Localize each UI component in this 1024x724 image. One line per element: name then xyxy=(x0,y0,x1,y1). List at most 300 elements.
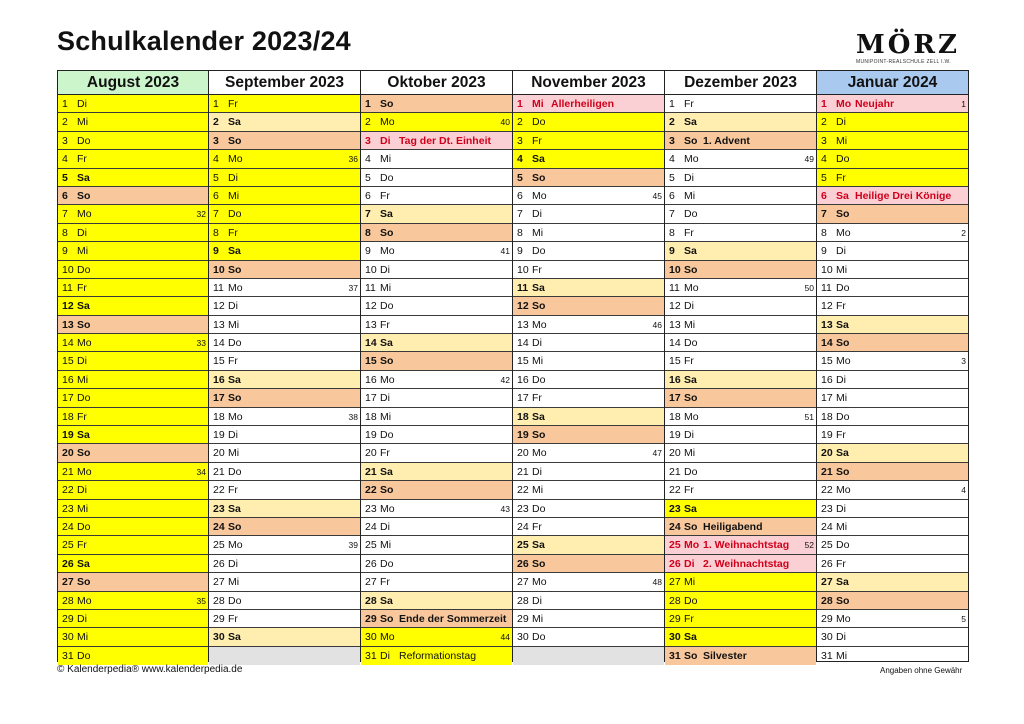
day-number: 2 xyxy=(821,116,827,129)
day-cell xyxy=(513,242,664,260)
weekday-label: So xyxy=(836,465,850,478)
day-cell xyxy=(817,426,968,444)
weekday-label: So xyxy=(380,98,394,110)
day-number: 9 xyxy=(213,245,219,258)
day-number: 16 xyxy=(365,373,377,386)
week-number: 44 xyxy=(500,632,510,643)
weekday-label: Sa xyxy=(380,594,393,607)
day-number: 21 xyxy=(669,465,681,478)
day-number: 9 xyxy=(517,245,523,258)
month-column xyxy=(817,71,968,661)
day-number: 20 xyxy=(62,447,74,460)
day-cell xyxy=(209,169,360,187)
weekday-label: Di xyxy=(532,594,542,607)
weekday-label: Di xyxy=(532,208,542,221)
day-cell xyxy=(58,481,208,499)
weekday-label: Mi xyxy=(380,153,392,166)
day-cell xyxy=(209,628,360,646)
day-cell xyxy=(361,261,512,279)
day-number: 3 xyxy=(62,134,68,147)
day-cell xyxy=(513,224,664,242)
weekday-label: Mo xyxy=(228,539,243,552)
weekday-label: Mo xyxy=(532,318,547,331)
weekday-label: Fr xyxy=(228,98,238,110)
day-number: 2 xyxy=(213,116,219,129)
day-cell xyxy=(209,150,360,168)
day-cell xyxy=(817,316,968,334)
weekday-label: Mi xyxy=(836,134,848,147)
day-number: 22 xyxy=(669,484,681,497)
weekday-label: Mi xyxy=(836,263,848,276)
weekday-label: Mo xyxy=(532,576,547,589)
day-number: 30 xyxy=(62,631,74,644)
day-cell xyxy=(361,150,512,168)
day-number: 27 xyxy=(213,576,225,589)
day-cell xyxy=(665,132,816,150)
weekday-label: Mi xyxy=(532,355,544,368)
day-cell xyxy=(58,555,208,573)
day-number: 17 xyxy=(517,392,529,405)
day-cell xyxy=(817,647,968,665)
week-number: 38 xyxy=(348,411,358,422)
day-number: 10 xyxy=(517,263,529,276)
day-number: 28 xyxy=(821,594,833,607)
day-cell xyxy=(513,481,664,499)
day-cell xyxy=(58,647,208,665)
weekday-label: Do xyxy=(228,594,242,607)
day-cell xyxy=(665,628,816,646)
day-number: 9 xyxy=(821,245,827,258)
weekday-label: Fr xyxy=(228,226,238,239)
weekday-label: Do xyxy=(684,465,698,478)
weekday-label: Di xyxy=(380,134,391,147)
day-number: 24 xyxy=(365,520,377,533)
day-number: 8 xyxy=(365,226,371,239)
weekday-label: Do xyxy=(836,281,850,294)
day-number: 11 xyxy=(821,281,832,294)
weekday-label: So xyxy=(532,171,546,184)
day-cell xyxy=(665,444,816,462)
day-number: 17 xyxy=(213,392,225,405)
week-number: 49 xyxy=(804,154,814,165)
week-number: 47 xyxy=(652,448,662,459)
weekday-label: Sa xyxy=(380,208,393,221)
day-cell xyxy=(665,408,816,426)
day-number: 11 xyxy=(517,281,529,294)
day-cell xyxy=(58,389,208,407)
weekday-label: Mo xyxy=(836,98,852,110)
weekday-label: Di xyxy=(77,612,87,625)
day-number: 26 xyxy=(62,557,74,570)
footer-disclaimer: Angaben ohne Gewähr xyxy=(880,666,963,675)
day-cell xyxy=(665,316,816,334)
weekday-label: So xyxy=(380,355,394,368)
day-cell xyxy=(665,463,816,481)
weekday-label: Sa xyxy=(836,576,849,589)
day-cell xyxy=(58,297,208,315)
day-cell xyxy=(209,408,360,426)
weekday-label: Fr xyxy=(77,539,87,552)
weekday-label: Fr xyxy=(836,171,846,184)
weekday-label: Mi xyxy=(684,576,696,589)
day-number: 4 xyxy=(669,153,675,166)
day-number: 14 xyxy=(669,337,681,350)
day-cell xyxy=(209,555,360,573)
day-cell xyxy=(209,95,360,113)
day-cell xyxy=(513,610,664,628)
day-number: 22 xyxy=(517,484,529,497)
day-number: 5 xyxy=(62,171,68,184)
day-number: 22 xyxy=(365,484,377,497)
weekday-label: Mi xyxy=(380,410,392,423)
day-cell xyxy=(817,573,968,591)
day-number: 16 xyxy=(62,373,74,386)
day-cell xyxy=(58,518,208,536)
weekday-label: Do xyxy=(77,649,91,662)
weekday-label: Fr xyxy=(532,392,542,405)
weekday-label: Sa xyxy=(380,337,393,350)
day-cell xyxy=(665,334,816,352)
weekday-label: Do xyxy=(532,116,546,129)
week-number: 48 xyxy=(652,577,662,588)
week-number: 35 xyxy=(196,595,206,606)
day-cell xyxy=(209,132,360,150)
day-cell xyxy=(665,555,816,573)
day-cell xyxy=(665,481,816,499)
day-number: 20 xyxy=(365,447,377,460)
day-number: 29 xyxy=(213,612,225,625)
day-number: 31 xyxy=(365,649,377,662)
day-cell xyxy=(58,371,208,389)
day-number: 5 xyxy=(365,171,371,184)
day-cell xyxy=(58,334,208,352)
day-number: 29 xyxy=(62,612,74,625)
day-cell xyxy=(817,95,968,113)
day-cell xyxy=(361,518,512,536)
day-number: 17 xyxy=(62,392,74,405)
day-cell xyxy=(361,224,512,242)
weekday-label: Mo xyxy=(836,226,851,239)
holiday-label: Silvester xyxy=(703,649,747,662)
day-cell xyxy=(361,555,512,573)
day-number: 20 xyxy=(821,447,833,460)
weekday-label: Mi xyxy=(228,447,240,460)
day-number: 26 xyxy=(365,557,377,570)
day-number: 14 xyxy=(517,337,529,350)
day-cell xyxy=(58,187,208,205)
day-number: 25 xyxy=(669,539,681,552)
weekday-label: Fr xyxy=(684,98,694,110)
weekday-label: Di xyxy=(77,98,87,110)
weekday-label: Do xyxy=(380,429,394,442)
weekday-label: So xyxy=(836,208,850,221)
day-number: 5 xyxy=(517,171,523,184)
day-cell xyxy=(361,205,512,223)
day-cell xyxy=(513,261,664,279)
day-number: 15 xyxy=(365,355,377,368)
weekday-label: Sa xyxy=(77,557,90,570)
day-number: 18 xyxy=(62,410,74,423)
day-number: 7 xyxy=(62,208,68,221)
day-number: 15 xyxy=(517,355,529,368)
day-number: 28 xyxy=(517,594,529,607)
day-cell xyxy=(665,352,816,370)
weekday-label: Mo xyxy=(684,410,699,423)
weekday-label: Mo xyxy=(228,410,243,423)
weekday-label: Fr xyxy=(380,189,390,202)
day-number: 15 xyxy=(62,355,74,368)
day-cell xyxy=(209,224,360,242)
weekday-label: So xyxy=(380,226,394,239)
weekday-label: Mo xyxy=(684,281,699,294)
weekday-label: Mi xyxy=(684,447,696,460)
weekday-label: So xyxy=(380,484,394,497)
day-number: 21 xyxy=(365,465,377,478)
day-cell xyxy=(58,463,208,481)
weekday-label: Sa xyxy=(228,245,241,258)
weekday-label: Mo xyxy=(77,337,92,350)
day-cell xyxy=(209,610,360,628)
day-number: 28 xyxy=(669,594,681,607)
weekday-label: Mi xyxy=(228,576,240,589)
day-cell xyxy=(665,187,816,205)
weekday-label: So xyxy=(532,557,546,570)
day-cell xyxy=(209,297,360,315)
weekday-label: Fr xyxy=(836,557,846,570)
day-cell xyxy=(361,169,512,187)
empty-cell xyxy=(209,647,360,665)
weekday-label: Di xyxy=(836,245,846,258)
day-number: 31 xyxy=(62,649,74,662)
weekday-label: Mo xyxy=(380,502,395,515)
day-number: 28 xyxy=(213,594,225,607)
day-number: 21 xyxy=(213,465,225,478)
day-number: 13 xyxy=(821,318,833,331)
holiday-label: Heiligabend xyxy=(703,520,763,533)
holiday-label: Heilige Drei Könige xyxy=(855,189,952,202)
day-number: 27 xyxy=(365,576,377,589)
day-cell xyxy=(513,334,664,352)
day-number: 10 xyxy=(821,263,833,276)
day-cell xyxy=(817,444,968,462)
weekday-label: Fr xyxy=(77,153,87,166)
day-cell xyxy=(209,426,360,444)
week-number: 42 xyxy=(500,374,510,385)
weekday-label: Mi xyxy=(684,318,696,331)
day-cell xyxy=(361,187,512,205)
weekday-label: Di xyxy=(684,429,694,442)
day-cell xyxy=(361,297,512,315)
weekday-label: Mo xyxy=(684,539,700,552)
day-number: 12 xyxy=(821,300,833,313)
weekday-label: Sa xyxy=(228,502,241,515)
day-number: 30 xyxy=(365,631,377,644)
weekday-label: Do xyxy=(836,539,850,552)
day-cell xyxy=(209,444,360,462)
day-number: 13 xyxy=(62,318,74,331)
day-number: 6 xyxy=(517,189,523,202)
day-cell xyxy=(513,444,664,462)
calendar-grid xyxy=(57,70,969,662)
weekday-label: Mo xyxy=(380,373,395,386)
day-cell xyxy=(513,426,664,444)
day-cell xyxy=(209,279,360,297)
day-cell xyxy=(361,352,512,370)
day-number: 18 xyxy=(517,410,529,423)
day-cell xyxy=(209,113,360,131)
day-cell xyxy=(361,463,512,481)
day-cell xyxy=(209,187,360,205)
day-cell xyxy=(513,518,664,536)
day-cell xyxy=(361,95,512,113)
weekday-label: So xyxy=(532,300,546,313)
weekday-label: Di xyxy=(77,484,87,497)
day-cell xyxy=(817,610,968,628)
weekday-label: Mo xyxy=(532,189,547,202)
day-number: 18 xyxy=(669,410,681,423)
month-column xyxy=(361,71,513,661)
weekday-label: Mo xyxy=(380,245,395,258)
day-number: 5 xyxy=(213,171,219,184)
day-cell xyxy=(361,500,512,518)
day-number: 18 xyxy=(213,410,225,423)
weekday-label: Do xyxy=(532,631,546,644)
day-cell xyxy=(665,169,816,187)
weekday-label: Sa xyxy=(684,245,697,258)
day-number: 13 xyxy=(517,318,529,331)
day-number: 31 xyxy=(821,649,833,662)
week-number: 36 xyxy=(348,154,358,165)
day-number: 15 xyxy=(821,355,833,368)
weekday-label: Di xyxy=(77,226,87,239)
week-number: 5 xyxy=(961,613,966,624)
day-number: 11 xyxy=(669,281,680,294)
day-cell xyxy=(817,242,968,260)
day-number: 27 xyxy=(517,576,529,589)
day-number: 4 xyxy=(213,153,219,166)
weekday-label: Do xyxy=(380,300,394,313)
weekday-label: Do xyxy=(684,594,698,607)
day-number: 8 xyxy=(669,226,675,239)
day-number: 27 xyxy=(821,576,833,589)
weekday-label: Fr xyxy=(684,355,694,368)
holiday-label: Ende der Sommerzeit xyxy=(399,612,507,625)
weekday-label: Di xyxy=(380,649,390,662)
weekday-label: Fr xyxy=(77,281,87,294)
weekday-label: Mi xyxy=(684,189,696,202)
day-cell xyxy=(513,169,664,187)
day-cell xyxy=(361,389,512,407)
week-number: 2 xyxy=(961,227,966,238)
weekday-label: Mo xyxy=(380,116,395,129)
week-number: 3 xyxy=(961,356,966,367)
weekday-label: Fr xyxy=(228,484,238,497)
day-cell xyxy=(361,536,512,554)
day-cell xyxy=(817,224,968,242)
day-cell xyxy=(58,610,208,628)
day-number: 24 xyxy=(821,520,833,533)
weekday-label: Do xyxy=(77,134,91,147)
day-number: 10 xyxy=(365,263,377,276)
weekday-label: So xyxy=(684,392,698,405)
day-number: 28 xyxy=(62,594,74,607)
day-number: 9 xyxy=(365,245,371,258)
weekday-label: Sa xyxy=(684,373,697,386)
weekday-label: Mi xyxy=(77,116,89,129)
day-cell xyxy=(513,573,664,591)
day-number: 24 xyxy=(62,520,74,533)
day-cell xyxy=(817,628,968,646)
month-column xyxy=(513,71,665,661)
day-cell xyxy=(209,389,360,407)
holiday-label: 1. Weihnachtstag xyxy=(703,539,790,552)
day-cell xyxy=(817,279,968,297)
weekday-label: Mi xyxy=(532,226,544,239)
weekday-label: Di xyxy=(836,502,846,515)
weekday-label: Fr xyxy=(380,318,390,331)
weekday-label: Mi xyxy=(836,649,848,662)
day-cell xyxy=(817,592,968,610)
day-number: 3 xyxy=(517,134,523,147)
weekday-label: So xyxy=(77,189,91,202)
weekday-label: Fr xyxy=(380,576,390,589)
weekday-label: Do xyxy=(77,520,91,533)
day-cell xyxy=(58,426,208,444)
weekday-label: Do xyxy=(228,465,242,478)
day-number: 8 xyxy=(62,226,68,239)
weekday-label: Sa xyxy=(380,465,393,478)
day-cell xyxy=(817,334,968,352)
day-number: 30 xyxy=(213,631,225,644)
weekday-label: So xyxy=(77,576,91,589)
day-cell xyxy=(58,169,208,187)
day-number: 30 xyxy=(821,631,833,644)
day-cell xyxy=(817,481,968,499)
day-cell xyxy=(58,150,208,168)
week-number: 50 xyxy=(804,282,814,293)
holiday-label: Allerheiligen xyxy=(551,98,615,110)
day-cell xyxy=(361,481,512,499)
day-number: 7 xyxy=(213,208,219,221)
day-number: 24 xyxy=(213,520,225,533)
day-cell xyxy=(209,500,360,518)
weekday-label: Do xyxy=(836,410,850,423)
day-number: 20 xyxy=(213,447,225,460)
day-number: 19 xyxy=(62,429,74,442)
weekday-label: Di xyxy=(228,429,238,442)
weekday-label: Do xyxy=(380,557,394,570)
day-cell xyxy=(58,444,208,462)
week-number: 39 xyxy=(348,540,358,551)
day-cell xyxy=(209,518,360,536)
weekday-label: So xyxy=(532,429,546,442)
weekday-label: Mo xyxy=(836,484,851,497)
day-number: 21 xyxy=(517,465,529,478)
day-cell xyxy=(209,316,360,334)
weekday-label: Mo xyxy=(77,208,92,221)
day-number: 20 xyxy=(669,447,681,460)
day-number: 2 xyxy=(517,116,523,129)
day-cell xyxy=(58,132,208,150)
month-header: Januar 2024 xyxy=(817,71,968,95)
day-cell xyxy=(361,113,512,131)
day-cell xyxy=(817,113,968,131)
weekday-label: Fr xyxy=(380,447,390,460)
day-number: 1 xyxy=(62,98,68,110)
day-number: 19 xyxy=(213,429,225,442)
weekday-label: Do xyxy=(380,171,394,184)
day-cell xyxy=(665,389,816,407)
